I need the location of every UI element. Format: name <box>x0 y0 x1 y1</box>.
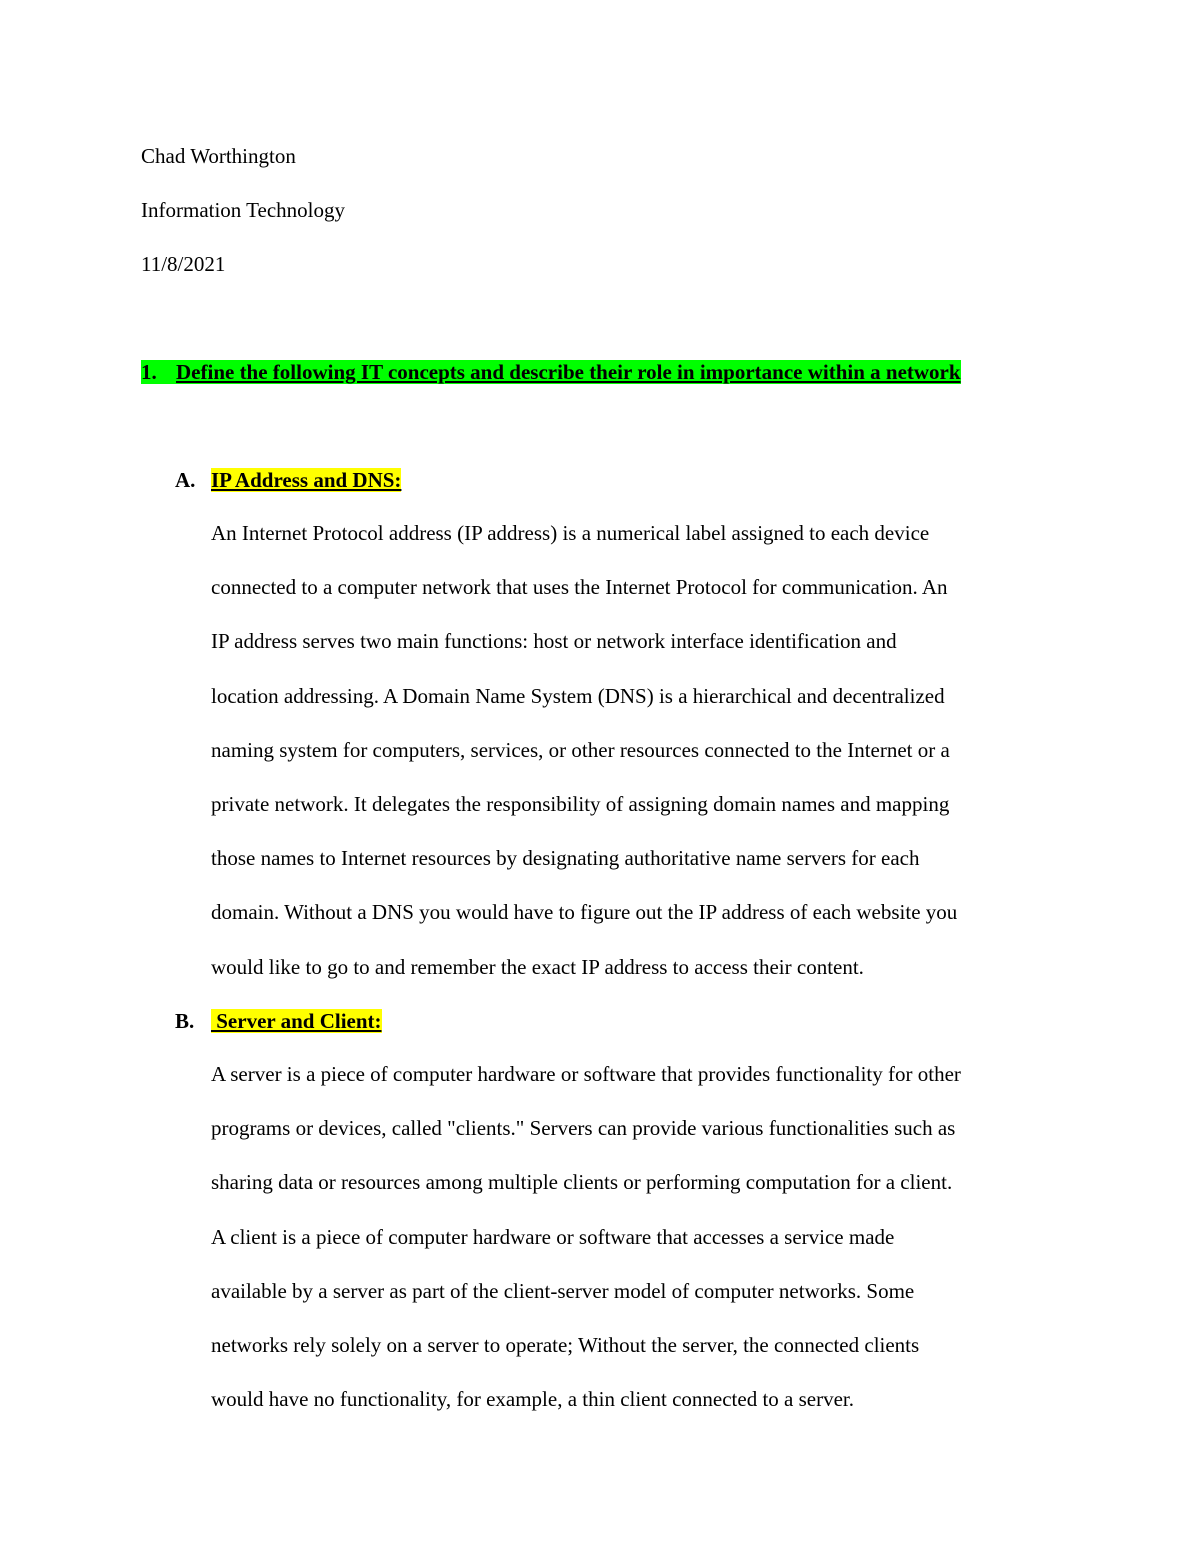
author-name: Chad Worthington <box>141 144 296 168</box>
paragraph-line: would have no functionality, for example, a thin client connected to a server. <box>211 1387 855 1412</box>
section-a-heading <box>175 466 401 494</box>
question-heading <box>141 358 961 386</box>
paragraph-line: domain. Without a DNS you would have to figure out the IP address of each website you <box>211 900 958 925</box>
section-a-paragraph <box>211 506 1071 994</box>
document-date: 11/8/2021 <box>141 252 226 276</box>
paragraph-line: An Internet Protocol address (IP address) is a numerical label assigned to each device <box>211 521 930 545</box>
paragraph-line: location addressing. A Domain Name System (DNS) is a hierarchical and decentralized <box>211 683 945 708</box>
section-b-title: Server and Client: <box>211 1009 382 1033</box>
paragraph-line: would like to go to and remember the exact IP address to access their content. <box>211 954 864 979</box>
section-b-letter: B. <box>175 1009 195 1033</box>
section-a-title: IP Address and DNS: <box>211 468 402 492</box>
paragraph-line: available by a server as part of the client-server model of computer networks. Some <box>211 1278 915 1303</box>
section-b-paragraph <box>211 1047 1071 1426</box>
paragraph-line: A client is a piece of computer hardware or software that accesses a service made <box>211 1224 895 1249</box>
paragraph-line: naming system for computers, services, or other resources connected to the Internet or a <box>211 737 950 762</box>
section-b-heading <box>175 1007 382 1035</box>
paragraph-line: networks rely solely on a server to operate; Without the server, the connected clients <box>211 1332 920 1357</box>
course-name: Information Technology <box>141 198 346 222</box>
question-highlight <box>141 360 961 384</box>
section-a-letter: A. <box>175 468 196 492</box>
paragraph-line: connected to a computer network that uses the Internet Protocol for communication. An <box>211 575 948 600</box>
question-text: Define the following IT concepts and describe their role in importance within a network <box>176 360 961 384</box>
paragraph-line: private network. It delegates the responsibility of assigning domain names and mapping <box>211 791 950 816</box>
paragraph-line: sharing data or resources among multiple clients or performing computation for a client. <box>211 1170 953 1195</box>
paragraph-line: IP address serves two main functions: host or network interface identification and <box>211 629 897 654</box>
question-number: 1. <box>141 360 157 384</box>
paragraph-line: A server is a piece of computer hardware or software that provides functionality for other <box>211 1062 961 1086</box>
paragraph-line: those names to Internet resources by designating authoritative name servers for each <box>211 846 920 871</box>
paragraph-line: programs or devices, called "clients." Servers can provide various functionalities such as <box>211 1116 956 1141</box>
